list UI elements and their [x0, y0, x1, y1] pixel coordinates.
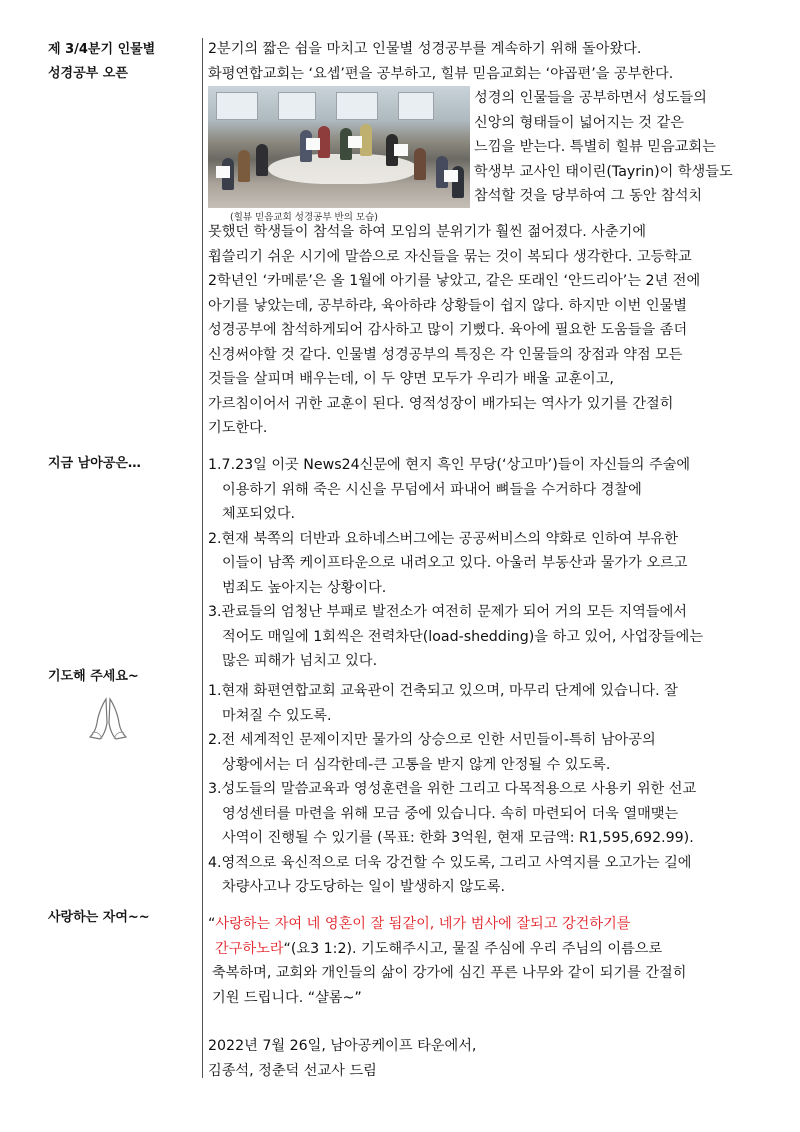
prayer-item-line: 4.영적으로 육신적으로 더욱 강건할 수 있도록, 그리고 사역지를 오고가는 길에	[208, 854, 692, 871]
text-line: 2학년인 ‘카메룬’은 올 1월에 아기를 낳았고, 같은 또래인 ‘안드리아’는 2년 전에	[208, 273, 701, 289]
prayer-item-line: 영성센터를 마련을 위해 모금 중에 있습니다. 속히 마련되어 더욱 열매맺는	[222, 805, 679, 822]
prayer-item-line: 상황에서는 더 심각한데-큰 고통을 받지 않게 안정될 수 있도록.	[222, 756, 611, 773]
text-line: 참석할 것을 당부하여 그 동안 참석치	[474, 188, 703, 204]
section-title-line: 성경공부 오픈	[48, 66, 128, 81]
report-body	[208, 220, 768, 441]
news-item-line: 체포되었다.	[222, 506, 296, 522]
news-item-line: 3.관료들의 엄청난 부패로 발전소가 여전히 문제가 되어 거의 모든 지역들에서	[208, 604, 687, 620]
text-line: 신경써야할 것 같다. 인물별 성경공부의 특징은 각 인물들의 장점과 약점 모든	[208, 346, 683, 363]
news-item-line: 적어도 매일에 1회씩은 전력차단(load-shedding)을 하고 있어, 사업장들에는	[222, 628, 704, 645]
scripture-quote-end: 간구하노라	[215, 940, 284, 957]
column-divider	[202, 38, 203, 1078]
text-line: 기도한다.	[208, 420, 268, 436]
section-title-bible-study	[48, 38, 155, 86]
news-item-line: 범죄도 높아지는 상황이다.	[222, 579, 387, 596]
report-side-text	[474, 86, 774, 209]
prayer-item-line: 사역이 진행될 수 있기를 (목표: 한화 3억원, 현재 모금액: R1,595,692.99).	[222, 830, 694, 846]
photo-caption: (힐뷰 믿음교회 성경공부 반의 모습)	[230, 212, 378, 223]
text-line: 성경공부에 참석하게되어 감사하고 많이 기뻤다. 육아에 필요한 도움들을 좀더	[208, 322, 688, 338]
quote-mark: “	[208, 916, 216, 932]
text-line: 학생부 교사인 태이린(Tayrin)이 학생들도	[474, 163, 733, 180]
signature-date-place: 2022년 7월 26일, 남아공케이프 타운에서,	[208, 1038, 477, 1054]
section-title-line: 사랑하는 자여~~	[48, 910, 150, 925]
blessing-text: 축복하며, 교회와 개인들의 삶이 강가에 심긴 푸른 나무와 같이 되기를 간절히	[212, 965, 687, 981]
news-item-line: 이들이 남쪽 케이프타운으로 내려오고 있다. 아울러 부동산과 물가가 오르고	[222, 555, 688, 571]
section-title-line: 지금 남아공은…	[48, 456, 141, 471]
blessing-paragraph	[208, 912, 768, 1010]
signature-names: 김종석, 정춘덕 선교사 드림	[208, 1062, 377, 1079]
text-line: 화평연합교회는 ‘요셉’편을 공부하고, 힐뷰 믿음교회는 ‘야곱편’을 공부한다.	[208, 65, 674, 82]
blessing-text: “(요3 1:2). 기도해주시고, 물질 주심에 우리 주님의 이름으로	[283, 940, 663, 957]
signature-block	[208, 1034, 768, 1083]
text-line: 2분기의 짧은 쉼을 마치고 인물별 성경공부를 계속하기 위해 돌아왔다.	[208, 41, 642, 57]
text-line: 성경의 인물들을 공부하면서 성도들의	[474, 90, 707, 106]
section-title-prayer	[48, 665, 139, 689]
prayer-item-line: 마쳐질 수 있도록.	[222, 707, 332, 724]
praying-hands-icon	[78, 693, 138, 743]
text-line: 아기를 낳았는데, 공부하랴, 육아하랴 상황들이 쉽지 않다. 하지만 이번 인물별	[208, 297, 687, 314]
text-line: 못했던 학생들이 참석을 하여 모임의 분위기가 훨씬 젊어졌다. 사춘기에	[208, 224, 647, 240]
section-title-line: 기도해 주세요~	[48, 669, 139, 684]
text-line: 느낌을 받는다. 특별히 힐뷰 믿음교회는	[474, 139, 716, 155]
section-title-beloved	[48, 906, 150, 930]
scripture-quote: 사랑하는 자여 네 영혼이 잘 됨같이, 네가 범사에 잘되고 강건하기를	[215, 916, 631, 932]
prayer-list	[208, 679, 768, 900]
text-line: 휩쓸리기 쉬운 시기에 말씀으로 자신들을 묶는 것이 복되다 생각한다. 고등학교	[208, 248, 692, 265]
bible-study-photo	[208, 86, 470, 208]
text-line: 가르침이어서 귀한 교훈이 된다. 영적성장이 배가되는 역사가 있기를 간절히	[208, 395, 674, 412]
prayer-item-line: 2.전 세계적인 문제이지만 물가의 상승으로 인한 서민들이-특히 남아공의	[208, 732, 656, 748]
news-item-line: 이용하기 위해 죽은 시신을 무덤에서 파내어 뼈들을 수거하다 경찰에	[222, 481, 642, 498]
news-list	[208, 453, 768, 674]
prayer-item-line: 3.성도들의 말씀교육과 영성훈련을 위한 그리고 다목적용으로 사용키 위한 선교	[208, 781, 697, 797]
text-line: 신앙의 형태들이 넓어지는 것 같은	[474, 114, 684, 131]
blessing-text: 기원 드립니다. “샬롬~”	[212, 989, 362, 1006]
news-item-line: 1.7.23일 이곳 News24신문에 현지 흑인 무당(‘상고마’)들이 자신들의 주술에	[208, 457, 691, 473]
news-item-line: 2.현재 북쪽의 더반과 요하네스버그에는 공공써비스의 약화로 인하여 부유한	[208, 530, 678, 547]
text-line: 것들을 살피며 배우는데, 이 두 양면 모두가 우리가 배울 교훈이고,	[208, 371, 614, 387]
news-item-line: 많은 피해가 넘치고 있다.	[222, 653, 378, 669]
section-title-news	[48, 452, 141, 476]
section-title-line: 제 3/4분기 인물별	[48, 42, 156, 57]
prayer-item-line: 1.현재 화편연합교회 교육관이 건축되고 있으며, 마무리 단계에 있습니다. 잘	[208, 683, 678, 699]
prayer-item-line: 차량사고나 강도당하는 일이 발생하지 않도록.	[222, 879, 505, 895]
report-intro	[208, 37, 768, 86]
